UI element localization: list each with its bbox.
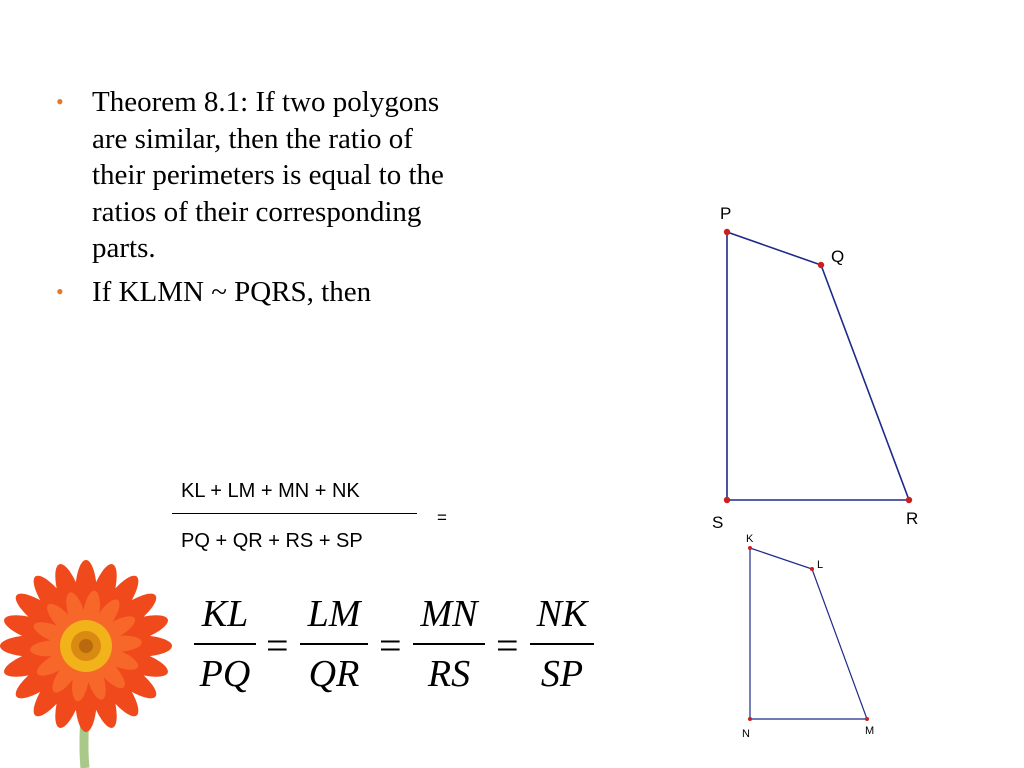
vertex-k xyxy=(748,546,752,550)
ratio-3-denominator: RS xyxy=(427,653,471,695)
vertex-q xyxy=(818,262,824,268)
ratio-equals-1: = xyxy=(266,623,289,668)
ratio-4-denominator: SP xyxy=(540,653,584,695)
ratio-2-numerator: LM xyxy=(307,593,361,635)
perimeter-numerator: KL + LM + MN + NK xyxy=(181,480,360,502)
label-s: S xyxy=(712,513,724,532)
label-k: K xyxy=(746,533,754,545)
vertex-m xyxy=(865,717,869,721)
vertex-s xyxy=(724,497,730,503)
label-l: L xyxy=(817,559,824,571)
theorem-text: Theorem 8.1: If two polygons are similar, then the ratio of their perimeters is equal to the ratios of their corresponding parts. xyxy=(92,86,444,264)
label-q: Q xyxy=(831,247,845,266)
klmn-outline xyxy=(750,548,867,719)
label-m: M xyxy=(865,725,875,737)
quadrilateral-klmn xyxy=(742,533,874,740)
ratio-1-denominator: PQ xyxy=(199,653,251,695)
vertex-p xyxy=(724,229,730,235)
bullet-marker: • xyxy=(56,89,64,114)
similarity-text: If KLMN ~ PQRS, then xyxy=(92,275,372,308)
flower-decoration xyxy=(0,560,172,768)
pqrs-outline xyxy=(727,232,909,500)
vertex-r xyxy=(906,497,912,503)
ratio-1-numerator: KL xyxy=(201,593,249,635)
ratio-3-numerator: MN xyxy=(420,593,478,635)
bullet-marker: • xyxy=(56,278,64,304)
quadrilateral-pqrs xyxy=(712,204,918,532)
ratio-2-denominator: QR xyxy=(308,653,360,695)
flower-center-core xyxy=(79,639,93,653)
vertex-l xyxy=(810,567,814,571)
ratio-4-numerator: NK xyxy=(536,593,588,635)
label-p: P xyxy=(720,204,732,223)
label-r: R xyxy=(906,509,919,528)
perimeter-equals-sign: = xyxy=(437,508,447,527)
perimeter-denominator: PQ + QR + RS + SP xyxy=(181,530,363,552)
ratio-equals-3: = xyxy=(496,623,519,668)
label-n: N xyxy=(742,728,750,740)
vertex-n xyxy=(748,717,752,721)
ratio-equals-2: = xyxy=(379,623,402,668)
